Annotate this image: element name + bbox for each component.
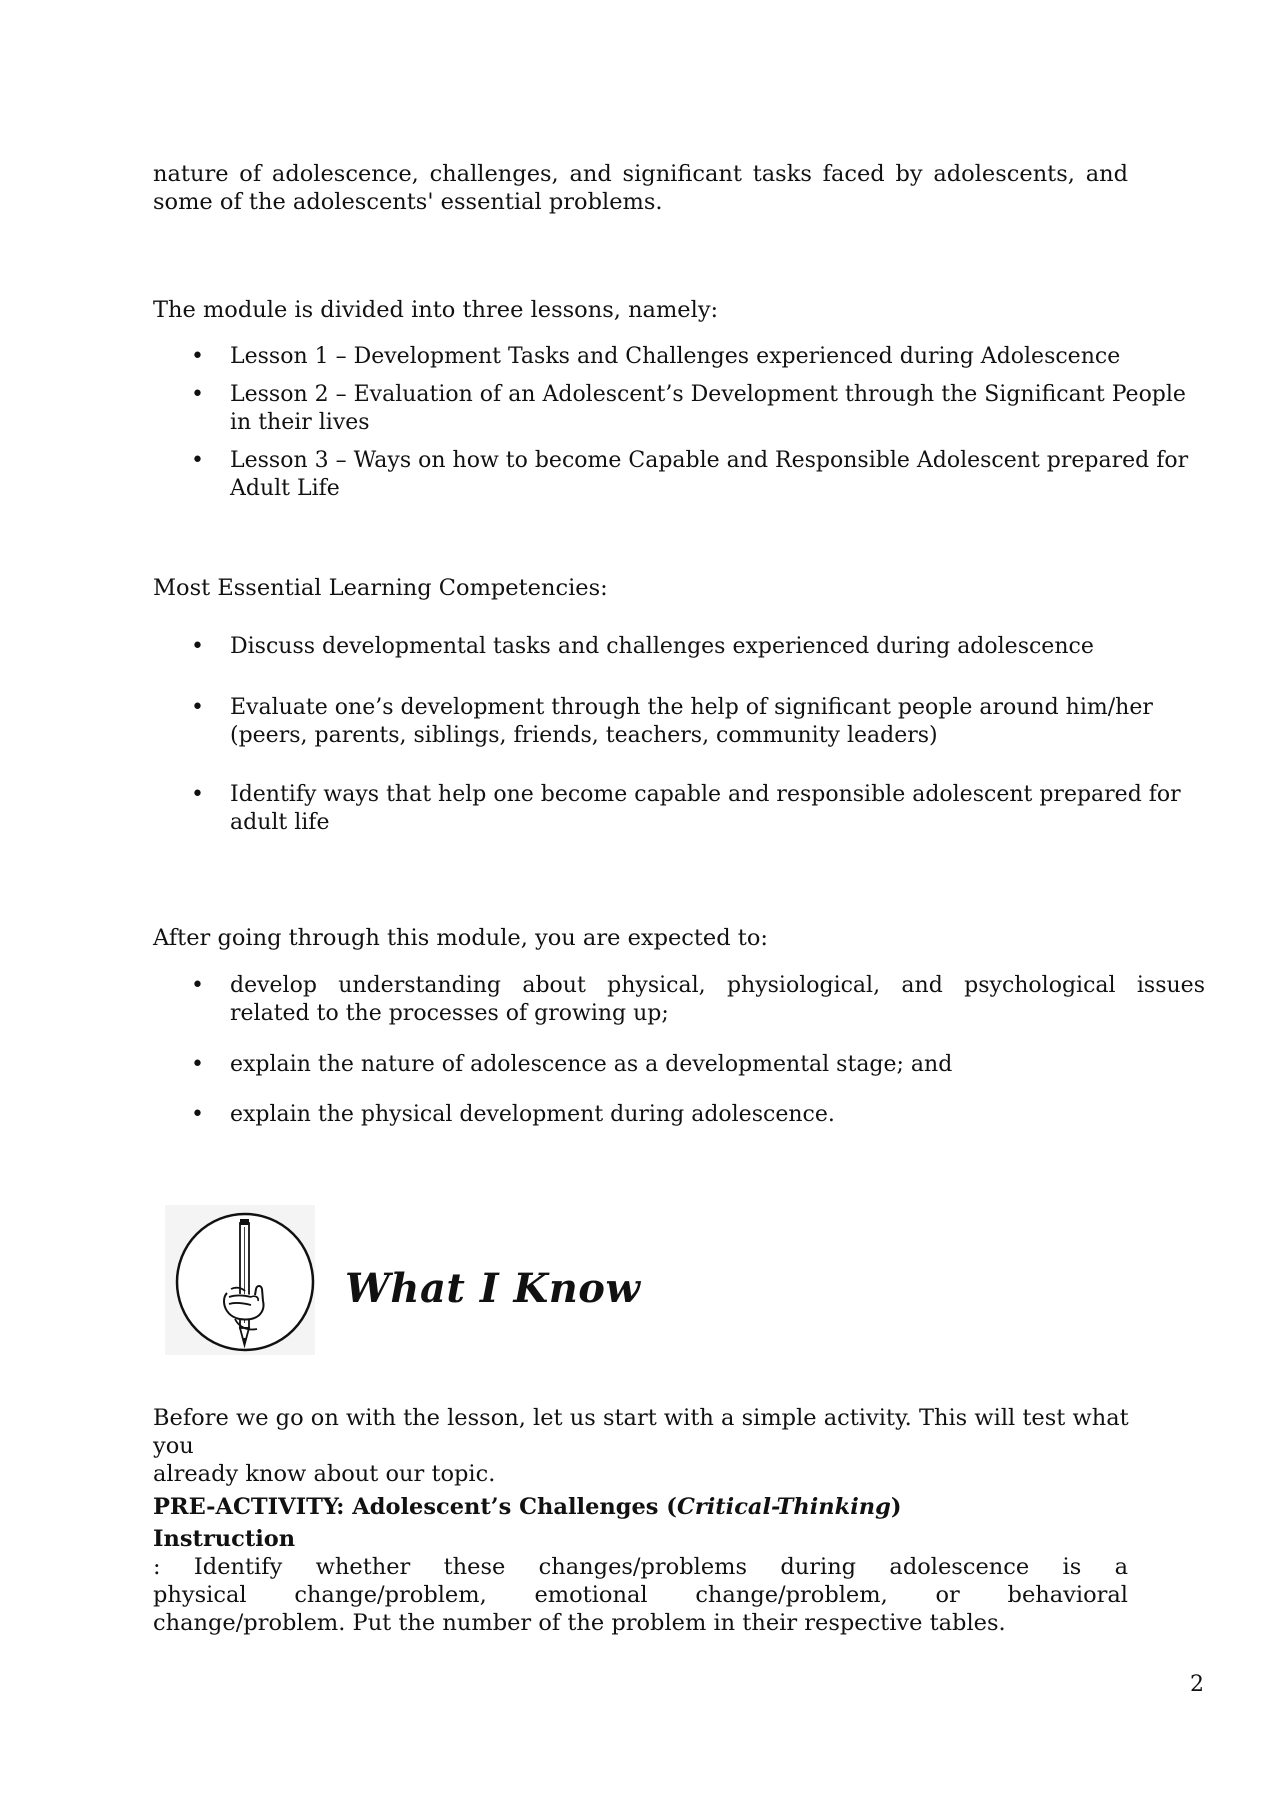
page-number: 2 [1190, 1672, 1204, 1697]
competency-1-text: Discuss developmental tasks and challenges experienced during adolescence [230, 634, 1094, 659]
list-item [191, 972, 1205, 1028]
competency-3-line-1: Identify ways that help one become capable and responsible adolescent prepared for [230, 782, 1181, 807]
intro-paragraph [153, 160, 1128, 216]
intro-line-1: nature of adolescence, challenges, and significant tasks faced by adolescents, and [153, 161, 1128, 187]
instruction-line-3: change/problem. Put the number of the problem in their respective tables. [153, 1610, 1006, 1636]
lesson-3-line-1: Lesson 3 – Ways on how to become Capable and Responsible Adolescent prepared for [230, 448, 1189, 473]
bullet-icon: • [191, 382, 204, 407]
list-item [191, 633, 1205, 661]
list-item [191, 694, 1205, 750]
bullet-icon: • [191, 1102, 204, 1127]
list-item [191, 381, 1205, 437]
list-item [191, 447, 1205, 503]
instruction-line-2: physical change/problem, emotional change/problem, or behavioral [153, 1582, 1128, 1608]
bullet-icon: • [191, 1052, 204, 1077]
before-line-1: Before we go on with the lesson, let us start with a simple activity. This will test what you [153, 1405, 1129, 1459]
objectives-heading: After going through this module, you are expected to: [153, 925, 768, 951]
lessons-heading: The module is divided into three lessons, namely: [153, 297, 719, 323]
pencil-hand-svg [165, 1205, 315, 1355]
lesson-3-line-2: Adult Life [230, 476, 340, 501]
before-paragraph [153, 1404, 1173, 1488]
bullet-icon: • [191, 695, 204, 720]
list-item [191, 343, 1205, 371]
lesson-2-line-1: Lesson 2 – Evaluation of an Adolescent’s Development through the Significant People [230, 382, 1186, 407]
list-item [191, 1101, 1205, 1129]
instruction-label: Instruction [153, 1526, 296, 1552]
list-item [191, 781, 1205, 837]
pencil-hand-icon [165, 1205, 315, 1355]
list-item [191, 1051, 1205, 1079]
intro-line-2: some of the adolescents' essential problems. [153, 189, 663, 215]
bullet-icon: • [191, 782, 204, 807]
lesson-1-text: Lesson 1 – Development Tasks and Challenges experienced during Adolescence [230, 344, 1121, 369]
bullet-icon: • [191, 634, 204, 659]
instruction-line-1-text: : Identify whether these changes/problems during adolescence is a [153, 1554, 1128, 1580]
before-line-2: already know about our topic. [153, 1461, 496, 1487]
objective-3-text: explain the physical development during adolescence. [230, 1102, 835, 1127]
pre-activity-title-b: Critical-Thinking [676, 1494, 891, 1520]
pre-activity-title [153, 1493, 902, 1521]
bullet-icon: • [191, 344, 204, 369]
pre-activity-title-a: PRE-ACTIVITY: Adolescent’s Challenges ( [153, 1494, 677, 1520]
bullet-icon: • [191, 973, 204, 998]
competency-2-line-1: Evaluate one’s development through the help of significant people around him/her [230, 695, 1153, 720]
objective-1-line-1: develop understanding about physical, physiological, and psychological issues [230, 973, 1205, 998]
section-title-what-i-know: What I Know [345, 1265, 641, 1312]
pre-activity-title-c: ) [890, 1494, 902, 1520]
instruction-paragraph [153, 1525, 1128, 1637]
competencies-heading: Most Essential Learning Competencies: [153, 575, 608, 601]
bullet-icon: • [191, 448, 204, 473]
lesson-2-line-2: in their lives [230, 410, 370, 435]
instruction-line-1 [153, 1525, 1128, 1581]
competency-2-line-2: (peers, parents, siblings, friends, teachers, community leaders) [230, 723, 938, 748]
competency-3-line-2: adult life [230, 810, 330, 835]
objective-2-text: explain the nature of adolescence as a developmental stage; and [230, 1052, 953, 1077]
objective-1-line-2: related to the processes of growing up; [230, 1001, 669, 1026]
